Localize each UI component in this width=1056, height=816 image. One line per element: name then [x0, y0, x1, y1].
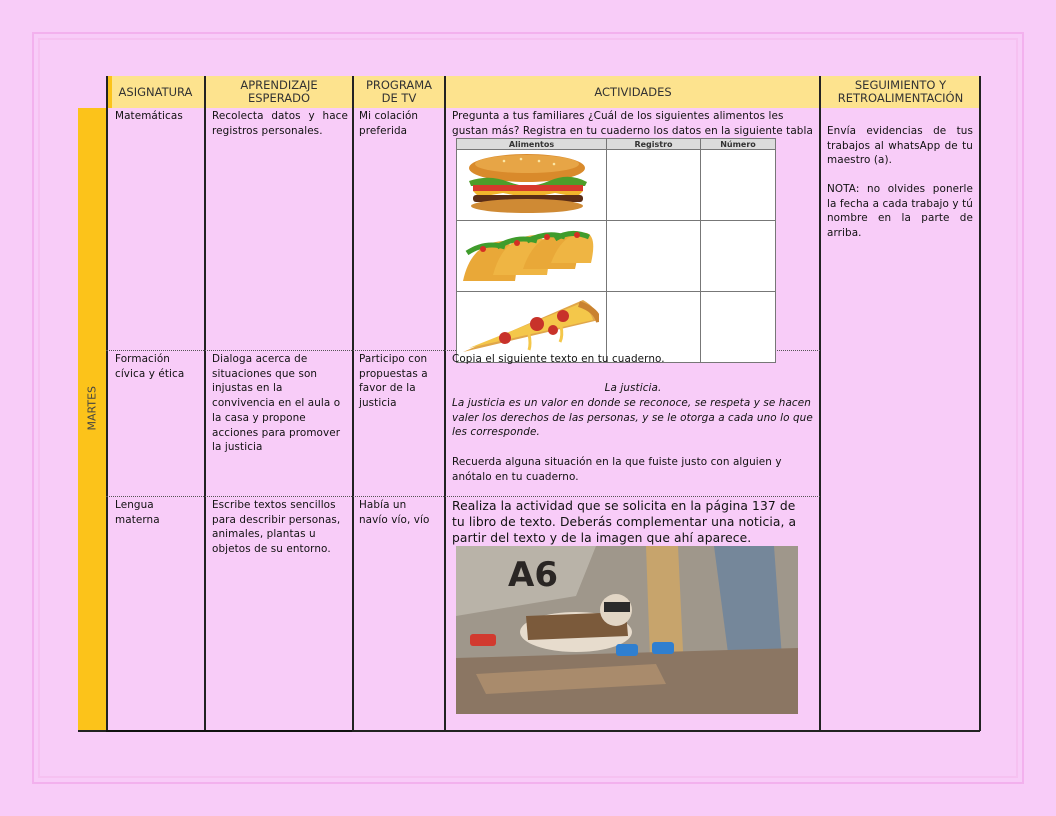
hamburger-image-cell: [457, 150, 607, 221]
col-divider-6: [979, 76, 981, 731]
row3-programa: Había un navío vío, vío: [359, 499, 430, 526]
header-seguimiento: SEGUIMIENTO Y RETROALIMENTACIÓN: [820, 76, 980, 108]
header-programa: PROGRAMA DE TV: [352, 76, 445, 108]
row1-programa: Mi colación preferida: [359, 110, 419, 137]
day-label: MARTES: [85, 385, 99, 431]
row2-actividad-title: La justicia.: [604, 382, 662, 394]
header-asignatura: ASIGNATURA: [106, 76, 205, 108]
col-divider-1: [106, 76, 108, 731]
seguimiento-text-2: NOTA: no olvides ponerle la fecha a cada trabajo y tú nombre en la parte de arriba.: [827, 183, 973, 240]
row1-asignatura: Matemáticas: [115, 110, 183, 122]
row-divider-2: [106, 496, 820, 497]
tacos-icon: [459, 223, 599, 285]
tacos-image-cell: [457, 221, 607, 292]
row1-aprendizaje: Recolecta datos y hace registros personales.: [212, 110, 348, 137]
row3-actividad: Realiza la actividad que se solicita en la página 137 de tu libro de texto. Deberás complementar una noticia, a partir del texto y de la imagen que ahí aparece.: [452, 499, 797, 545]
rescue-dog-photo: [456, 546, 798, 714]
col-divider-4: [444, 76, 446, 731]
seguimiento-text-1: Envía evidencias de tus trabajos al whatsApp de tu maestro (a).: [827, 125, 973, 167]
row3-asignatura: Lengua materna: [115, 499, 160, 526]
registro-cell-2: [607, 221, 701, 292]
table-bottom-line-left: [106, 730, 352, 732]
row2-actividad-intro: Copia el siguiente texto en tu cuaderno.: [452, 353, 665, 365]
col-divider-3: [352, 76, 354, 731]
row2-programa: Participo con propuestas a favor de la justicia: [359, 353, 428, 410]
hamburger-icon: [459, 152, 599, 214]
col-divider-2: [204, 76, 206, 731]
registro-cell-1: [607, 150, 701, 221]
photo-marking-text: A6: [508, 555, 558, 595]
numero-cell-2: [701, 221, 776, 292]
food-table-header-numero: Número: [701, 139, 776, 150]
numero-cell-1: [701, 150, 776, 221]
food-table-header-registro: Registro: [607, 139, 701, 150]
row1-actividad: Pregunta a tus familiares ¿Cuál de los siguientes alimentos les gustan más? Registra en tu cuaderno los datos en la siguiente tabla: [452, 110, 813, 137]
food-table-header-alimentos: Alimentos: [457, 139, 607, 150]
row2-aprendizaje: Dialoga acerca de situaciones que son injustas en la convivencia en el aula o la casa y propone acciones para promover la justicia: [212, 353, 341, 454]
row2-asignatura: Formación cívica y ética: [115, 353, 185, 380]
pizza-icon: [459, 294, 599, 356]
row3-aprendizaje: Escribe textos sencillos para describir personas, animales, plantas u objetos de su entorno.: [212, 499, 341, 556]
rescue-dog-image: [456, 546, 798, 714]
food-preference-table: [456, 138, 776, 363]
col-divider-5: [819, 76, 821, 731]
header-aprendizaje: APRENDIZAJE ESPERADO: [205, 76, 352, 108]
header-actividades: ACTIVIDADES: [445, 76, 820, 108]
row2-actividad-body: La justicia es un valor en donde se reconoce, se respeta y se hacen valer los derechos de las personas, y se le otorga a cada uno lo que les corresponde.: [452, 397, 813, 439]
row2-actividad-extra: Recuerda alguna situación en la que fuiste justo con alguien y anótalo en tu cuaderno.: [452, 456, 782, 483]
